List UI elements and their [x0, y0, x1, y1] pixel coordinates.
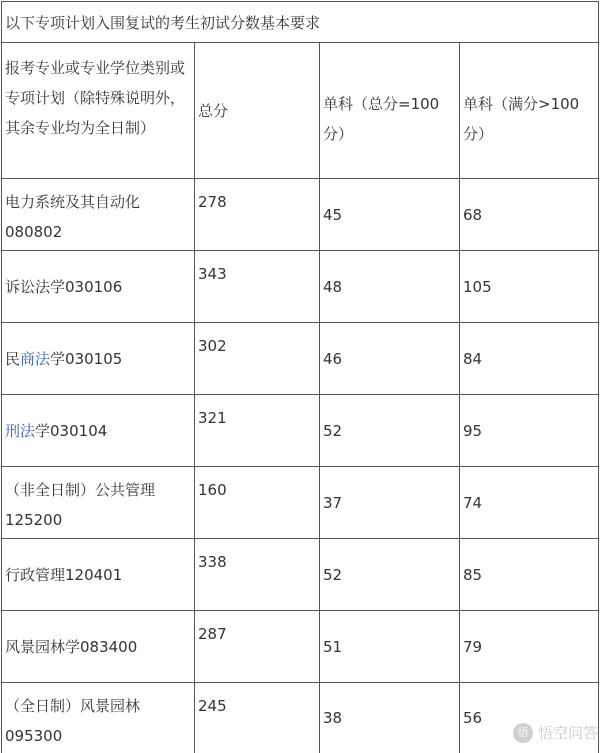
- cell-total: 321: [195, 395, 320, 466]
- cell-total: 287: [195, 611, 320, 682]
- table-row: [2, 179, 598, 251]
- cell-single-100: 52: [320, 395, 460, 466]
- table-row: [2, 323, 598, 395]
- table-row: [2, 683, 598, 753]
- cell-single-100: 51: [320, 611, 460, 682]
- cell-single-gt100: 84: [463, 349, 483, 368]
- cell-major: 风景园林学083400: [2, 611, 195, 682]
- cell-single-gt100: 56: [463, 709, 483, 727]
- cell-single-gt100: 85: [463, 565, 483, 584]
- header-major: 报考专业或专业学位类别或专项计划（除特殊说明外， 其余专业均为全日制）: [2, 43, 195, 178]
- cell-major: （非全日制）公共管理125200: [2, 467, 195, 538]
- cell-total: 160: [195, 467, 320, 538]
- cell-single-gt100: 105: [463, 277, 492, 296]
- cell-single-gt100: 79: [463, 637, 483, 656]
- header-single-gt100: 单科（满分>100分）: [463, 95, 580, 143]
- wukong-logo-icon: 悟: [513, 723, 533, 743]
- cell-major: 行政管理120401: [2, 539, 195, 610]
- cell-total: 343: [195, 251, 320, 322]
- link-shangfa[interactable]: 商法: [20, 349, 51, 368]
- cell-major: 诉讼法学030106: [2, 251, 195, 322]
- cell-single-gt100: 68: [463, 205, 483, 224]
- cell-total: 338: [195, 539, 320, 610]
- score-table: [1, 1, 599, 753]
- cell-single-100: 45: [320, 179, 460, 250]
- cell-total: 302: [195, 323, 320, 394]
- cell-total: 278: [195, 179, 320, 250]
- table-row: [2, 539, 598, 611]
- cell-single-gt100: 95: [463, 421, 483, 440]
- cell-single-100: 48: [320, 251, 460, 322]
- table-title: 以下专项计划入围复试的考生初试分数基本要求: [2, 1, 598, 43]
- cell-single-100: 38: [320, 683, 460, 753]
- cell-major: 民 商法 学030105: [2, 323, 195, 394]
- header-total: 总分: [195, 43, 320, 178]
- table-row: [2, 611, 598, 683]
- table-row: [2, 251, 598, 323]
- cell-total: 245: [195, 683, 320, 753]
- cell-major: 电力系统及其自动化080802: [2, 179, 195, 250]
- cell-single-100: 52: [320, 539, 460, 610]
- watermark: [513, 722, 598, 743]
- table-row: [2, 467, 598, 539]
- cell-major: 刑法 学030104: [2, 395, 195, 466]
- table-header-row: [2, 43, 598, 179]
- watermark-text: 悟空问答: [537, 724, 598, 742]
- cell-single-100: 37: [320, 467, 460, 538]
- header-single-100: 单科（总分=100分）: [320, 43, 460, 178]
- link-xingfa[interactable]: 刑法: [5, 421, 36, 440]
- table-row: [2, 395, 598, 467]
- cell-major: （全日制）风景园林095300: [2, 683, 195, 753]
- cell-single-gt100: 74: [463, 493, 483, 512]
- cell-single-100: 46: [320, 323, 460, 394]
